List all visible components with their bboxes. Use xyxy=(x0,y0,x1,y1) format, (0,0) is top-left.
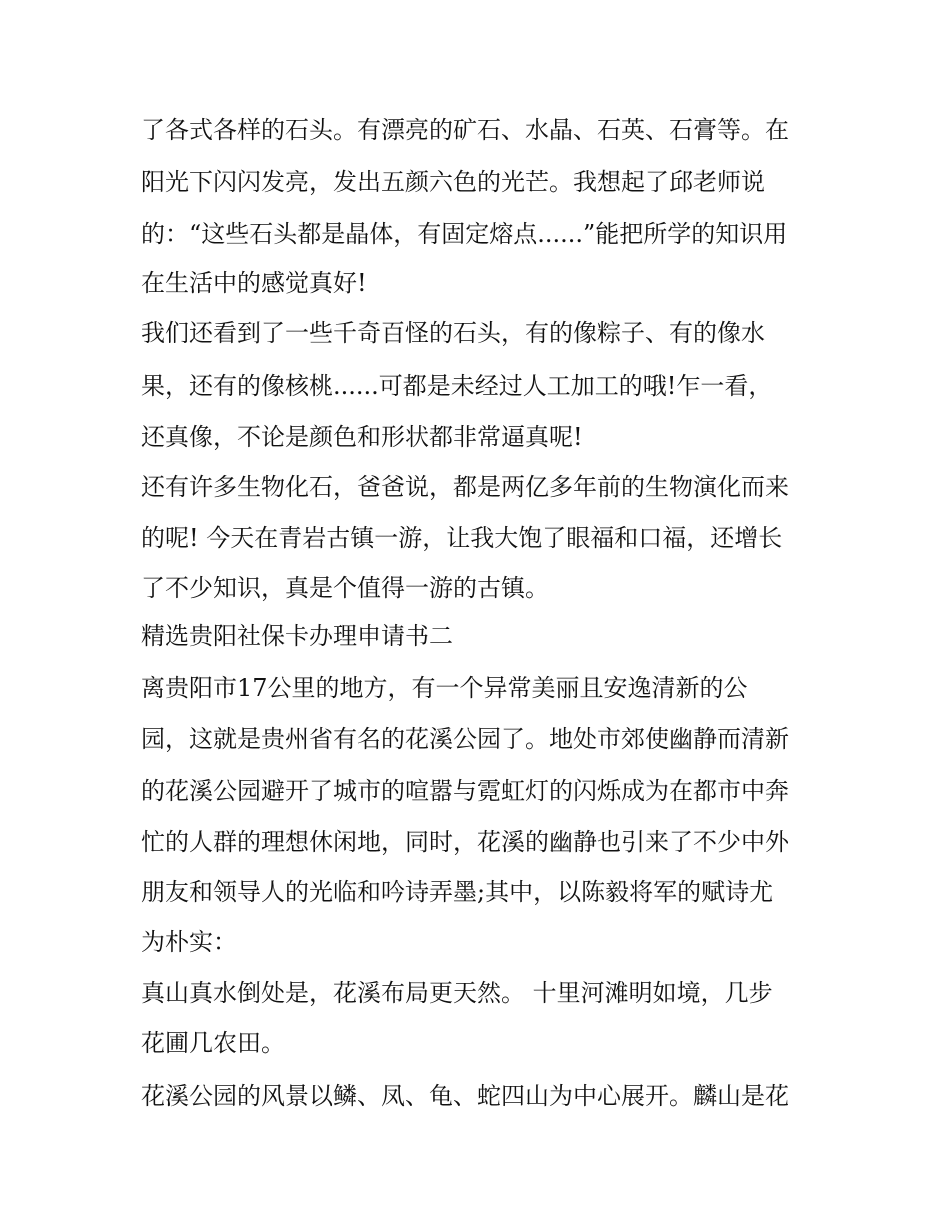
text-line: 忙的人群的理想休闲地，同时，花溪的幽静也引来了不少中外 xyxy=(141,828,789,856)
text-line: 离贵阳市17公里的地方，有一个异常美丽且安逸清新的公 xyxy=(141,674,748,702)
text-line: 了各式各样的石头。有漂亮的矿石、水晶、石英、石膏等。在 xyxy=(141,116,789,144)
text-line: 还有许多生物化石，爸爸说，都是两亿多年前的生物演化而来 xyxy=(141,473,789,501)
text-line: 朋友和领导人的光临和吟诗弄墨;其中，以陈毅将军的赋诗尤 xyxy=(141,878,774,906)
text-line: 真山真水倒处是，花溪布局更天然。 十里河滩明如境，几步 xyxy=(141,979,773,1007)
text-line: 的：“这些石头都是晶体，有固定熔点......”能把所学的知识用 xyxy=(141,220,788,248)
text-line: 花圃几农田。 xyxy=(141,1029,285,1057)
text-line: 还真像，不论是颜色和形状都非常逼真呢! xyxy=(141,423,583,451)
text-line: 园，这就是贵州省有名的花溪公园了。地处市郊使幽静而清新 xyxy=(141,725,789,753)
text-line: 花溪公园的风景以鳞、凤、龟、蛇四山为中心展开。麟山是花 xyxy=(141,1082,789,1110)
text-line: 了不少知识，真是个值得一游的古镇。 xyxy=(141,574,549,602)
text-line: 为朴实： xyxy=(141,928,237,956)
text-line: 阳光下闪闪发亮，发出五颜六色的光芒。我想起了邱老师说 xyxy=(141,168,765,196)
text-line: 的呢! 今天在青岩古镇一游，让我大饱了眼福和口福，还增长 xyxy=(141,524,783,552)
section-heading: 精选贵阳社保卡办理申请书二 xyxy=(141,622,453,650)
text-line: 我们还看到了一些千奇百怪的石头，有的像粽子、有的像水 xyxy=(141,319,765,347)
text-line: 果，还有的像核桃......可都是未经过人工加工的哦!乍一看， xyxy=(141,372,773,400)
text-line: 在生活中的感觉真好! xyxy=(141,269,367,297)
text-line: 的花溪公园避开了城市的喧嚣与霓虹灯的闪烁成为在都市中奔 xyxy=(141,777,789,805)
